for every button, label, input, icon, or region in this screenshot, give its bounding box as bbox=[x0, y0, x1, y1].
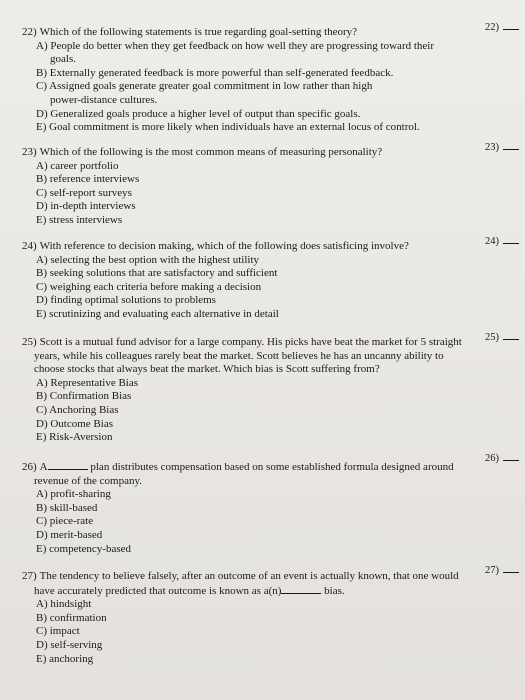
option-letter: E) bbox=[36, 213, 47, 226]
question-stem: Which of the following statements is true regarding goal-setting theory? bbox=[39, 26, 358, 38]
option-letter: D) bbox=[36, 107, 48, 120]
option-c[interactable] bbox=[22, 281, 462, 295]
option-letter: E) bbox=[36, 121, 47, 134]
question-stem: Which of the following is the most common means of measuring personality? bbox=[39, 146, 383, 158]
question-stem-line-2: revenue of the company. bbox=[34, 474, 143, 487]
option-text: self-report surveys bbox=[49, 186, 132, 199]
question-stem-suffix: plan distributes compensation based on some established formula designed around bbox=[90, 461, 454, 473]
answer-blank[interactable] bbox=[503, 142, 519, 150]
answer-slot-27[interactable] bbox=[485, 565, 519, 577]
option-list bbox=[22, 254, 462, 322]
option-a[interactable] bbox=[22, 598, 472, 612]
option-text: Externally generated feedback is more powerful than self-generated feedback. bbox=[49, 66, 394, 79]
option-list bbox=[22, 40, 472, 135]
answer-slot-23[interactable] bbox=[485, 142, 519, 154]
option-c[interactable] bbox=[22, 80, 472, 107]
option-letter: B) bbox=[36, 390, 47, 403]
option-a[interactable] bbox=[22, 160, 462, 174]
option-letter: D) bbox=[36, 638, 48, 651]
option-text: piece-rate bbox=[49, 515, 94, 528]
question-25 bbox=[22, 336, 472, 445]
answer-slot-25[interactable] bbox=[485, 332, 519, 344]
option-text: seeking solutions that are satisfactory and sufficient bbox=[49, 267, 278, 280]
option-letter: B) bbox=[36, 267, 47, 280]
option-text: Anchoring Bias bbox=[49, 403, 119, 416]
answer-blank[interactable] bbox=[503, 236, 519, 244]
answer-label: 22) bbox=[485, 22, 499, 33]
fill-in-blank[interactable] bbox=[48, 460, 88, 470]
option-e[interactable] bbox=[22, 308, 462, 322]
question-23 bbox=[22, 146, 462, 228]
fill-in-blank[interactable] bbox=[281, 584, 321, 594]
option-letter: A) bbox=[36, 376, 48, 389]
option-letter: B) bbox=[36, 66, 47, 79]
question-stem: With reference to decision making, which of the following does satisficing involve? bbox=[39, 240, 409, 252]
answer-blank[interactable] bbox=[503, 565, 519, 573]
option-a[interactable] bbox=[22, 488, 472, 502]
option-d[interactable] bbox=[22, 418, 472, 432]
option-b[interactable] bbox=[22, 67, 472, 81]
option-text-continued: goals. bbox=[50, 53, 76, 66]
option-letter: D) bbox=[36, 200, 48, 213]
option-text: competency-based bbox=[49, 542, 131, 555]
option-e[interactable] bbox=[22, 431, 472, 445]
option-text: weighing each criteria before making a decision bbox=[49, 280, 262, 293]
option-text: selecting the best option with the highest utility bbox=[50, 253, 260, 266]
question-24 bbox=[22, 240, 462, 322]
question-stem-line-3: choose stocks that always beat the market. Which bias is Scott suffering from? bbox=[34, 363, 380, 376]
option-letter: C) bbox=[36, 186, 47, 199]
option-text: Representative Bias bbox=[50, 376, 139, 389]
answer-slot-26[interactable] bbox=[485, 453, 519, 465]
option-e[interactable] bbox=[22, 121, 472, 135]
option-text: impact bbox=[49, 625, 80, 638]
question-number: 24) bbox=[22, 240, 37, 252]
option-letter: A) bbox=[36, 253, 48, 266]
option-letter: D) bbox=[36, 417, 48, 430]
option-text: anchoring bbox=[49, 652, 94, 665]
answer-label: 24) bbox=[485, 236, 499, 247]
answer-slot-22[interactable] bbox=[485, 22, 519, 34]
option-d[interactable] bbox=[22, 108, 472, 122]
question-number: 22) bbox=[22, 26, 37, 38]
option-d[interactable] bbox=[22, 200, 462, 214]
option-list bbox=[22, 377, 472, 445]
option-text: Generalized goals produce a higher level of output than specific goals. bbox=[50, 107, 361, 120]
question-number: 27) bbox=[22, 570, 37, 582]
option-text: scrutinizing and evaluating each alternative in detail bbox=[49, 307, 279, 320]
option-text: Assigned goals generate greater goal commitment in low rather than high bbox=[49, 80, 373, 93]
option-text: hindsight bbox=[50, 598, 92, 611]
option-letter: C) bbox=[36, 80, 47, 93]
option-text: People do better when they get feedback on how well they are progressing toward their bbox=[50, 39, 435, 52]
option-text: skill-based bbox=[49, 501, 98, 514]
answer-blank[interactable] bbox=[503, 22, 519, 30]
question-stem-line-2-suffix: bias. bbox=[324, 584, 345, 597]
option-letter: A) bbox=[36, 159, 48, 172]
option-text: confirmation bbox=[49, 611, 107, 624]
option-d[interactable] bbox=[22, 529, 472, 543]
answer-blank[interactable] bbox=[503, 453, 519, 461]
option-c[interactable] bbox=[22, 187, 462, 201]
option-letter: C) bbox=[36, 280, 47, 293]
option-text: Goal commitment is more likely when individuals have an external locus of control. bbox=[49, 121, 420, 134]
option-letter: C) bbox=[36, 515, 47, 528]
option-list bbox=[22, 598, 472, 666]
option-letter: E) bbox=[36, 431, 47, 444]
option-text: stress interviews bbox=[49, 213, 123, 226]
option-text: career portfolio bbox=[50, 159, 119, 172]
option-text-continued: power-distance cultures. bbox=[50, 93, 158, 106]
option-a[interactable] bbox=[22, 377, 472, 391]
option-c[interactable] bbox=[22, 625, 472, 639]
option-letter: E) bbox=[36, 652, 47, 665]
option-text: Confirmation Bias bbox=[49, 390, 132, 403]
question-stem-line-1: The tendency to believe falsely, after an outcome of an event is actually known, that one would bbox=[39, 570, 459, 582]
answer-label: 23) bbox=[485, 142, 499, 153]
option-text: Risk-Aversion bbox=[49, 431, 113, 444]
option-letter: C) bbox=[36, 625, 47, 638]
answer-label: 25) bbox=[485, 332, 499, 343]
option-c[interactable] bbox=[22, 515, 472, 529]
question-number: 23) bbox=[22, 146, 37, 158]
option-list bbox=[22, 488, 472, 556]
option-text: reference interviews bbox=[49, 173, 140, 186]
option-c[interactable] bbox=[22, 404, 472, 418]
question-22 bbox=[22, 26, 472, 135]
option-b[interactable] bbox=[22, 612, 472, 626]
option-d[interactable] bbox=[22, 639, 472, 653]
question-27 bbox=[22, 570, 472, 666]
answer-label: 26) bbox=[485, 453, 499, 464]
answer-blank[interactable] bbox=[503, 332, 519, 340]
option-text: self-serving bbox=[50, 638, 103, 651]
question-stem-line-2: years, while his colleagues rarely beat the market. Scott believes he has an uncanny ability to bbox=[34, 349, 444, 362]
option-list bbox=[22, 160, 462, 228]
option-letter: A) bbox=[36, 598, 48, 611]
option-text: profit-sharing bbox=[50, 488, 111, 501]
option-text: merit-based bbox=[50, 528, 103, 541]
option-letter: B) bbox=[36, 611, 47, 624]
option-e[interactable] bbox=[22, 543, 472, 557]
question-26 bbox=[22, 460, 472, 556]
question-stem-prefix: A bbox=[39, 461, 48, 473]
option-letter: E) bbox=[36, 542, 47, 555]
question-stem-line-1: Scott is a mutual fund advisor for a large company. His picks have beat the market for 5 straight bbox=[39, 336, 462, 348]
option-e[interactable] bbox=[22, 214, 462, 228]
option-letter: A) bbox=[36, 488, 48, 501]
option-letter: C) bbox=[36, 403, 47, 416]
option-b[interactable] bbox=[22, 390, 472, 404]
option-letter: B) bbox=[36, 173, 47, 186]
option-text: Outcome Bias bbox=[50, 417, 113, 430]
option-a[interactable] bbox=[22, 40, 472, 67]
option-text: finding optimal solutions to problems bbox=[50, 294, 216, 307]
option-letter: B) bbox=[36, 501, 47, 514]
question-number: 26) bbox=[22, 461, 37, 473]
answer-label: 27) bbox=[485, 565, 499, 576]
option-a[interactable] bbox=[22, 254, 462, 268]
option-letter: A) bbox=[36, 39, 48, 52]
option-b[interactable] bbox=[22, 502, 472, 516]
option-e[interactable] bbox=[22, 653, 472, 667]
option-letter: D) bbox=[36, 294, 48, 307]
option-letter: E) bbox=[36, 307, 47, 320]
question-stem-line-2-prefix: have accurately predicted that outcome is known as a(n) bbox=[34, 584, 282, 597]
option-b[interactable] bbox=[22, 267, 462, 281]
option-d[interactable] bbox=[22, 294, 462, 308]
option-text: in-depth interviews bbox=[50, 200, 136, 213]
question-number: 25) bbox=[22, 336, 37, 348]
option-b[interactable] bbox=[22, 173, 462, 187]
answer-slot-24[interactable] bbox=[485, 236, 519, 248]
option-letter: D) bbox=[36, 528, 48, 541]
